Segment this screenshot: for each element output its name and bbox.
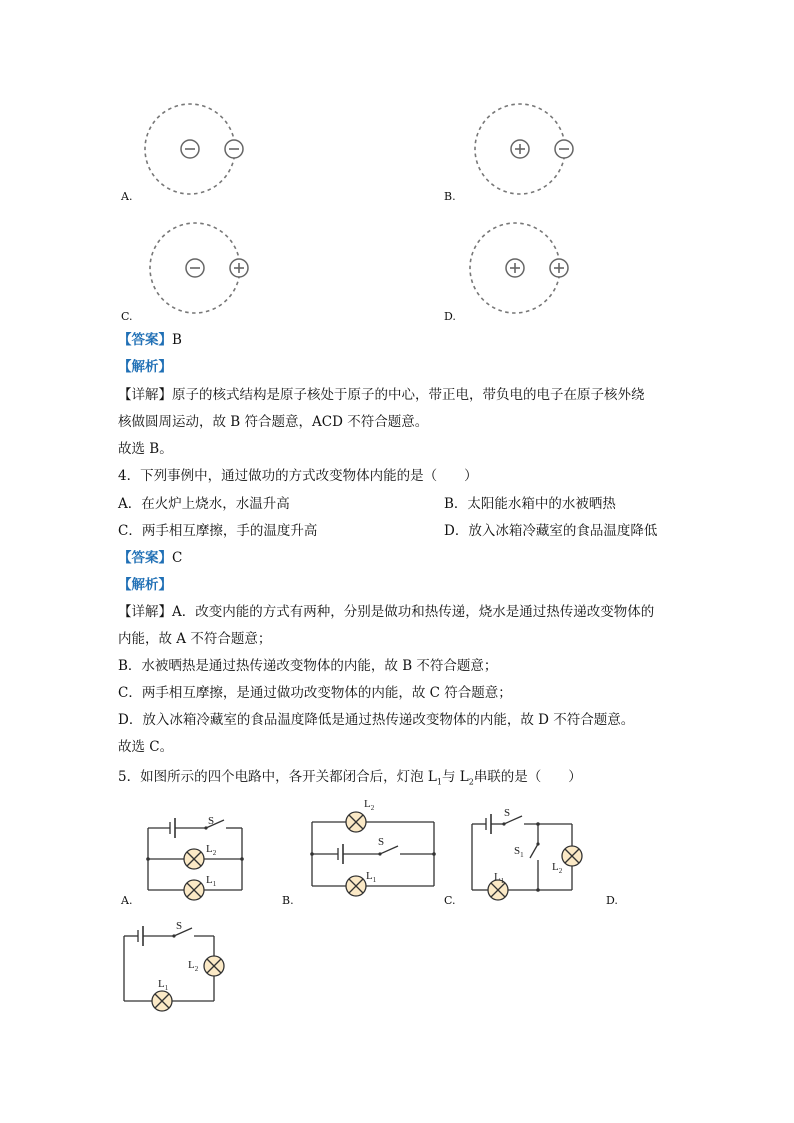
q4-option-b: B．太阳能水箱中的水被晒热 [444,496,616,512]
analysis-tag: 【解析】 [118,359,172,375]
circuit-c-switch-label: S [504,807,511,819]
circuit-c-l1-label: $L_1$ [494,871,505,885]
circuit-a-l1-label: $L_1$ [206,874,217,888]
circuit-b-l2-label: $L_2$ [364,798,375,812]
atom-diagram-c [145,222,265,322]
q4-detail-line-1 [118,603,654,621]
circuit-diagram-c [468,804,588,904]
circuit-d-l1-label: $L_1$ [158,978,169,992]
circuit-b-switch-label: S [378,836,385,848]
q4-answer: C [172,550,183,566]
answer-tag: 【答案】 [118,550,172,566]
q3-detail-line-1 [118,386,645,404]
q3-answer: B [172,332,182,348]
detail-tag: 【详解】 [118,604,172,620]
q4-option-d: D．放入冰箱冷藏室的食品温度降低 [444,523,658,539]
q5-stem-sub1: 1 [436,777,442,787]
q3-detail-text-1: 原子的核式结构是原子核处于原子的中心，带正电，带负电的电子在原子核外绕 [172,387,645,403]
detail-tag: 【详解】 [118,387,172,403]
circuit-diagram-a [146,812,256,902]
option-a-label: A. [121,190,133,203]
circuit-option-a-label: A. [121,894,133,907]
circuit-option-d-label: D. [606,894,618,907]
q3-conclusion: 故选 B。 [118,441,173,457]
q4-detail-d: D．放入冰箱冷藏室的食品温度降低是通过热传递改变物体的内能，故 D 不符合题意。 [118,712,635,728]
q3-detail-line-2: 核做圆周运动，故 B 符合题意，ACD 不符合题意。 [118,414,429,430]
q5-stem-post: 串联的是（ ） [473,769,582,785]
q4-detail-a2: 内能，故 A 不符合题意； [118,631,272,647]
q4-option-c: C．两手相互摩擦，手的温度升高 [118,523,318,539]
circuit-c-l2-label: $L_2$ [552,861,563,875]
q4-answer-line [118,549,182,567]
q3-analysis-tag [118,358,172,376]
circuit-option-c-label: C. [444,894,456,907]
circuit-d-switch-label: S [176,920,183,932]
q4-analysis-tag [118,576,172,594]
circuit-diagram-d [120,916,240,1016]
atom-diagram-b [470,103,590,203]
option-c-label: C. [121,310,133,323]
option-b-label: B. [444,190,456,203]
atom-diagram-d [465,222,585,322]
circuit-c-s1-label: $S_1$ [514,845,524,859]
circuit-a-l2-label: $L_2$ [206,843,217,857]
q5-stem-sub2: 2 [468,777,474,787]
circuit-d-l2-label: $L_2$ [188,959,199,973]
q4-option-a: A．在火炉上烧水，水温升高 [118,496,290,512]
q3-answer-line [118,331,182,349]
q4-conclusion: 故选 C。 [118,739,174,755]
circuit-b-l1-label: $L_1$ [366,870,377,884]
analysis-tag: 【解析】 [118,577,172,593]
circuit-a-switch-label: S [208,815,215,827]
answer-tag: 【答案】 [118,332,172,348]
q4-detail-a1: A．改变内能的方式有两种，分别是做功和热传递，烧水是通过热传递改变物体的 [172,604,655,620]
q5-stem-pre: 5．如图所示的四个电路中，各开关都闭合后，灯泡 L [118,769,437,785]
q5-stem [118,768,582,792]
atom-diagram-a [140,103,260,203]
q4-stem: 4．下列事例中，通过做功的方式改变物体内能的是（ ） [118,468,478,484]
q5-stem-mid: 与 L [441,769,469,785]
circuit-option-b-label: B. [282,894,294,907]
circuit-diagram-b [308,796,438,896]
q4-detail-c: C．两手相互摩擦，是通过做功改变物体的内能，故 C 符合题意； [118,685,512,701]
option-d-label: D. [444,310,456,323]
q4-detail-b: B．水被晒热是通过热传递改变物体的内能，故 B 不符合题意； [118,658,498,674]
